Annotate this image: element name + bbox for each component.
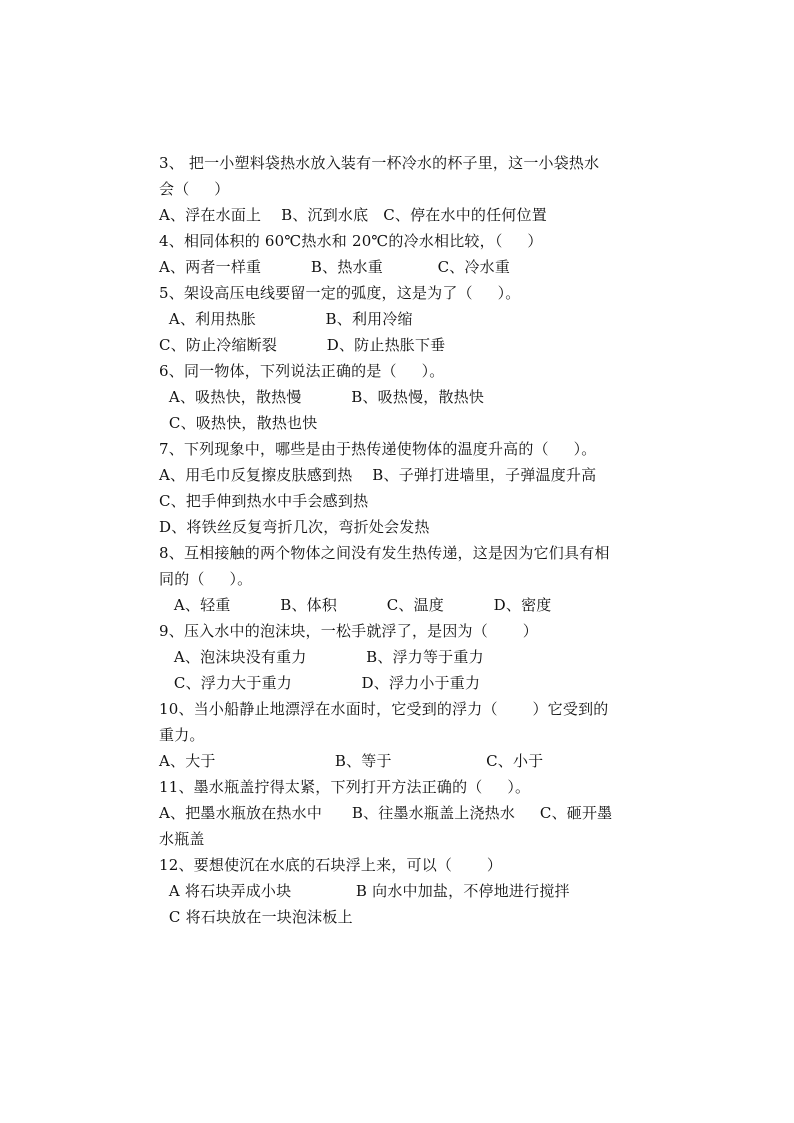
text-line: C、防止冷缩断裂 D、防止热胀下垂 [159,336,446,354]
text-line: A、利用热胀 B、利用冷缩 [159,310,413,328]
text-line: 4、相同体积的 60℃热水和 20℃的冷水相比较，（ ） [159,232,543,250]
text-line: 10、当小船静止地漂浮在水面时，它受到的浮力（ ）它受到的 [159,700,609,718]
text-line: 3、 把一小塑料袋热水放入装有一杯冷水的杯子里，这一小袋热水 [159,154,600,172]
text-line: 11、墨水瓶盖拧得太紧，下列打开方法正确的（ ）。 [159,778,531,796]
text-line: C 将石块放在一块泡沫板上 [159,908,353,926]
text-line: 同的（ ）。 [159,570,253,588]
text-line: A、把墨水瓶放在热水中 B、往墨水瓶盖上浇热水 C、砸开墨 [159,804,613,822]
text-line: 5、架设高压电线要留一定的弧度，这是为了（ ）。 [159,284,521,302]
text-line: 重力。 [159,726,205,744]
text-line: 12、要想使沉在水底的石块浮上来，可以（ ） [159,856,503,874]
text-line: 水瓶盖 [159,830,205,848]
text-line: A、泡沫块没有重力 B、浮力等于重力 [159,648,484,666]
text-line: 6、同一物体，下列说法正确的是（ ）。 [159,362,445,380]
text-line: A、用毛巾反复擦皮肤感到热 B、子弹打进墙里，子弹温度升高 [159,466,597,484]
text-line: A、大于 B、等于 C、小于 [159,752,544,770]
text-line: 8、互相接触的两个物体之间没有发生热传递，这是因为它们具有相 [159,544,610,562]
text-line: 9、压入水中的泡沫块，一松手就浮了，是因为（ ） [159,622,538,640]
text-line: A、两者一样重 B、热水重 C、冷水重 [159,258,511,276]
text-line: 会（ ） [159,180,230,198]
text-line: D、将铁丝反复弯折几次，弯折处会发热 [159,518,430,536]
text-line: A、浮在水面上 B、沉到水底 C、停在水中的任何位置 [159,206,547,224]
text-line: 7、下列现象中，哪些是由于热传递使物体的温度升高的（ ）。 [159,440,597,458]
text-line: C、浮力大于重力 D、浮力小于重力 [159,674,481,692]
text-line: A、吸热快，散热慢 B、吸热慢，散热快 [159,388,485,406]
text-line: C、把手伸到热水中手会感到热 [159,492,369,510]
text-line: C、吸热快，散热也快 [159,414,318,432]
text-line: A 将石块弄成小块 B 向水中加盐，不停地进行搅拌 [159,882,570,900]
text-line: A、轻重 B、体积 C、温度 D、密度 [159,596,552,614]
